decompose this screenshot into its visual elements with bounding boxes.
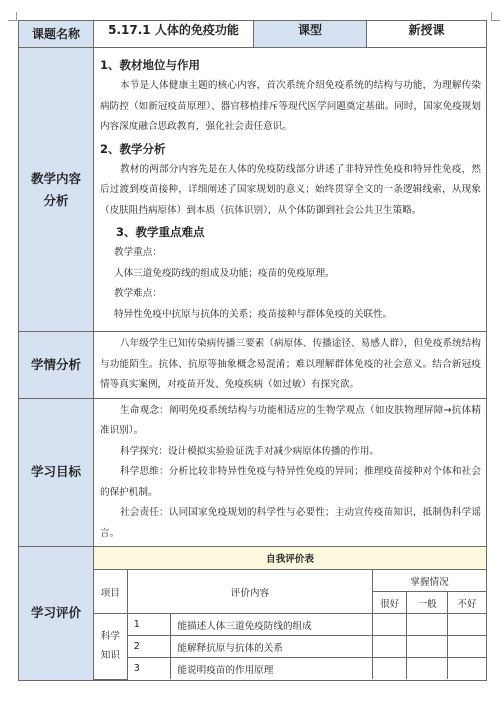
self-evaluation-title: 自我评价表: [94, 547, 486, 570]
lesson-plan-table: [18, 20, 487, 681]
learning-goals-label: 学习目标: [19, 398, 94, 547]
section1-text: 本节是人体健康主题的核心内容，首次系统介绍免疫系统的结构与功能，为理解传染病防控（如新冠疫苗原理）、器官移植排斥等现代医学问题奠定基础。同时，国家免疫规划内容深度融合思政教育，强化社会责任意识。: [100, 80, 481, 132]
lesson-type-value: 新授课: [367, 21, 487, 48]
crop-mark-top-left: [8, 12, 17, 21]
column-mastery: 掌握情况: [373, 570, 486, 592]
learning-goals-cell: [94, 398, 487, 547]
content-analysis-label: 教学内容分析: [19, 48, 94, 332]
rating-average-cell[interactable]: [407, 658, 448, 680]
item-text: 能解释抗原与抗体的关系: [171, 636, 373, 658]
goal-scientific-thinking: 科学思维：分析比较非特异性免疫与特异性免疫的异同；推理疫苗接种对个体和社会的保护机制。: [100, 466, 481, 498]
student-analysis-row: [19, 332, 487, 399]
item-number: 3: [127, 658, 171, 680]
column-item: 项目: [94, 570, 127, 614]
rating-good-cell[interactable]: [373, 614, 407, 636]
goal-scientific-inquiry: 科学探究：设计模拟实验验证洗手对减少病原体传播的作用。: [120, 445, 380, 457]
level-average: 一般: [407, 592, 448, 614]
crop-mark-top-right: [491, 12, 500, 21]
lesson-type-label: 课型: [254, 21, 367, 48]
goal-social-responsibility: 社会责任：认同国家免疫规划的科学性与必要性；主动宣传疫苗知识，抵制伪科学谣言。: [100, 507, 481, 539]
category-label: 科学知识: [94, 614, 127, 680]
evaluation-cell: [94, 547, 487, 681]
content-analysis-cell: [94, 48, 487, 332]
section2-title: 2、教学分析: [100, 141, 166, 156]
section1-title: 1、教材地位与作用: [100, 58, 201, 72]
topic-title: 5.17.1 人体的免疫功能: [94, 21, 254, 48]
evaluation-item-row: [94, 636, 486, 658]
key-points-label: 教学重点：: [114, 247, 162, 258]
item-number: 2: [127, 636, 171, 658]
difficulties-text: 特异性免疫中抗原与抗体的关系；疫苗接种与群体免疫的关联性。: [114, 308, 393, 320]
rating-average-cell[interactable]: [407, 636, 448, 658]
rating-average-cell[interactable]: [407, 614, 448, 636]
difficulties-label: 教学难点：: [114, 288, 162, 299]
evaluation-label: 学习评价: [19, 547, 94, 681]
item-number: 1: [127, 614, 171, 636]
section2-text: 教材的两部分内容先是在人体的免疫防线部分讲述了非特异性免疫和特异性免疫，然后过渡到疫苗接种，详细阐述了国家规划的意义；始终贯穿全文的一条逻辑线索，从现象（皮肤阻挡病原体）到本质（抗体识别），从个体防御到社会公共卫生策略。: [100, 163, 481, 216]
rating-poor-cell[interactable]: [447, 636, 486, 658]
header-row: [19, 21, 487, 48]
content-analysis-row: [19, 48, 487, 332]
key-points-text: 人体三道免疫防线的组成及功能；疫苗的免疫原理。: [114, 267, 335, 279]
evaluation-item-row: [94, 614, 486, 636]
item-text: 能描述人体三道免疫防线的组成: [171, 614, 373, 636]
level-good: 很好: [373, 592, 407, 614]
column-content: 评价内容: [127, 570, 372, 614]
rating-poor-cell[interactable]: [447, 614, 486, 636]
rating-poor-cell[interactable]: [447, 658, 486, 680]
learning-goals-row: [19, 398, 487, 547]
evaluation-row: [19, 547, 487, 681]
evaluation-item-row: [94, 658, 486, 680]
rating-good-cell[interactable]: [373, 636, 407, 658]
section3-title: 3、教学重点难点: [116, 225, 205, 239]
rating-good-cell[interactable]: [373, 658, 407, 680]
item-text: 能说明疫苗的作用原理: [171, 658, 373, 680]
topic-label: 课题名称: [19, 21, 94, 48]
level-poor: 不好: [447, 592, 486, 614]
self-evaluation-table: [94, 547, 486, 680]
student-analysis-label: 学情分析: [19, 332, 94, 399]
goal-life-concept: 生命观念：阐明免疫系统结构与功能相适应的生物学观点（如皮肤物理屏障→抗体精准识别）。: [100, 404, 481, 436]
student-analysis-text: 八年级学生已知传染病传播三要素（病原体、传播途径、易感人群），但免疫系统结构与功能陌生。抗体、抗原等抽象概念易混淆；难以理解群体免疫的社会意义。结合新冠疫情等真实案例，对疫苗开发、免疫疾病（如过敏）有探究欲。: [94, 332, 487, 399]
